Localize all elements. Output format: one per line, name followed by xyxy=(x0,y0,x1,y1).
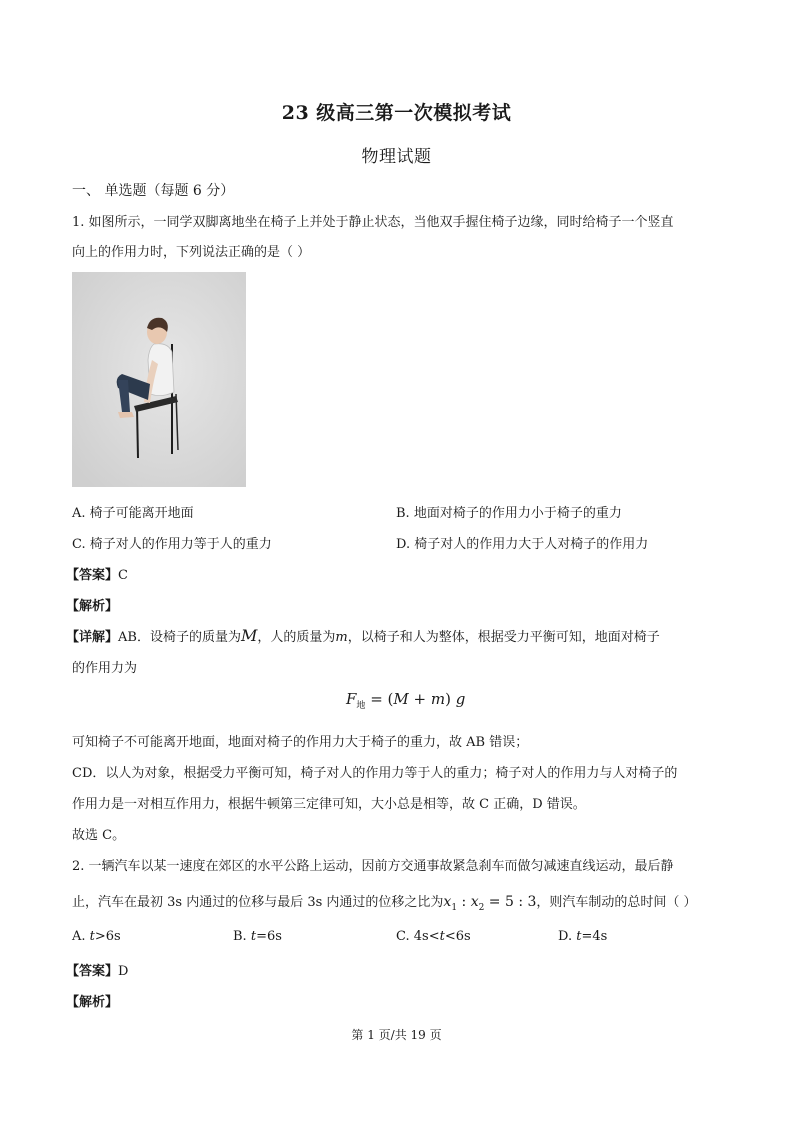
q2-option-b-var: t xyxy=(250,929,257,944)
formula-plus: + xyxy=(408,690,431,708)
q1-detail-label: 【详解】 xyxy=(66,630,119,645)
q2-option-b xyxy=(233,929,282,944)
q2-option-d-suffix: =4s xyxy=(581,929,608,944)
ratio-colon: : xyxy=(457,894,471,910)
person-sitting-on-chair-photo-icon xyxy=(72,272,246,487)
formula-F: F xyxy=(346,690,357,708)
ratio-x1: x xyxy=(443,894,452,910)
q1-var-M: M xyxy=(240,626,258,645)
q1-after-line2: CD．以人为对象，根据受力平衡可知，椅子对人的作用力等于人的重力；椅子对人的作用力与人对椅子的 xyxy=(72,766,678,781)
formula-sub: 地 xyxy=(356,701,366,711)
q1-after-line1: 可知椅子不可能离开地面，地面对椅子的作用力大于椅子的重力，故 AB 错误； xyxy=(72,735,529,750)
q2-option-c-var: t xyxy=(439,929,445,944)
q1-detail-text-a: AB．设椅子的质量为 xyxy=(118,630,241,645)
q2-stem-line2 xyxy=(72,891,697,913)
q2-option-c-suffix: <6s xyxy=(444,929,471,944)
formula-m: m xyxy=(430,690,446,708)
q2-option-d-prefix: D. xyxy=(558,929,577,944)
q2-option-c xyxy=(396,929,471,944)
q2-option-a xyxy=(72,929,121,944)
page-footer: 第 1 页/共 19 页 xyxy=(351,1028,442,1042)
exam-title: 23 级高三第一次模拟考试 xyxy=(281,102,512,124)
q1-after-line3: 作用力是一对相互作用力，根据牛顿第三定律可知，大小总是相等，故 C 正确，D 错误。 xyxy=(72,797,586,812)
q1-detail-text-c: ，以椅子和人为整体，根据受力平衡可知，地面对椅子 xyxy=(347,630,660,645)
q1-stem-line1: 1. 如图所示，一同学双脚离地坐在椅子上并处于静止状态，当他双手握住椅子边缘，同时给椅子一个竖直 xyxy=(72,215,674,230)
q1-answer-label: 【答案】 xyxy=(66,568,119,583)
q1-var-m: m xyxy=(335,630,348,645)
section-heading: 一、 单选题（每题 6 分） xyxy=(72,183,235,199)
ratio-sub2: 2 xyxy=(478,902,485,913)
q2-option-a-prefix: A. xyxy=(72,929,90,944)
q2-option-d-var: t xyxy=(576,929,582,944)
q2-ratio xyxy=(443,894,537,913)
q1-formula xyxy=(346,690,465,711)
q2-option-a-suffix: >6s xyxy=(94,929,121,944)
formula-g: g xyxy=(455,690,466,708)
q2-option-d xyxy=(558,929,607,944)
exam-subtitle: 物理试题 xyxy=(361,147,432,167)
q1-option-a: A. 椅子可能离开地面 xyxy=(72,506,194,521)
ratio-x2: x xyxy=(470,894,479,910)
q2-option-b-prefix: B. xyxy=(233,929,251,944)
q1-answer-value: C xyxy=(118,568,128,583)
q2-analysis-label: 【解析】 xyxy=(66,995,119,1010)
q1-detail-text-b: ，人的质量为 xyxy=(257,630,336,645)
q2-option-a-var: t xyxy=(89,929,95,944)
q1-option-b: B. 地面对椅子的作用力小于椅子的重力 xyxy=(396,506,622,521)
q2-option-b-suffix: =6s xyxy=(256,929,282,944)
q2-answer-label: 【答案】 xyxy=(66,964,119,979)
q1-figure-photo xyxy=(72,272,246,487)
ratio-value: = 5 : 3 xyxy=(484,894,537,910)
q1-detail-line2: 的作用力为 xyxy=(72,661,138,676)
q1-stem-line2: 向上的作用力时，下列说法正确的是（ ） xyxy=(72,245,311,260)
q1-option-c: C. 椅子对人的作用力等于人的重力 xyxy=(72,537,272,552)
q2-stem-text-a: 止，汽车在最初 3s 内通过的位移与最后 3s 内通过的位移之比为 xyxy=(72,895,444,910)
q2-stem-text-b: ，则汽车制动的总时间（ ） xyxy=(536,895,697,910)
q2-stem-line1: 2. 一辆汽车以某一速度在郊区的水平公路上运动，因前方交通事故紧急刹车而做匀减速直线运动，最后静 xyxy=(72,859,674,874)
q1-analysis-label: 【解析】 xyxy=(66,599,119,614)
formula-eq: = ( xyxy=(365,690,394,708)
q2-answer-value: D xyxy=(118,964,129,979)
q1-detail-line1 xyxy=(66,626,660,645)
q2-answer xyxy=(66,960,128,979)
q1-conclusion: 故选 C。 xyxy=(72,828,126,843)
q1-option-d: D. 椅子对人的作用力大于人对椅子的作用力 xyxy=(396,537,649,552)
ratio-sub1: 1 xyxy=(451,902,458,913)
formula-close: ) xyxy=(445,690,456,708)
q1-answer xyxy=(66,564,128,583)
formula-M: M xyxy=(393,690,409,708)
q2-option-c-prefix: C. 4s< xyxy=(396,929,440,944)
